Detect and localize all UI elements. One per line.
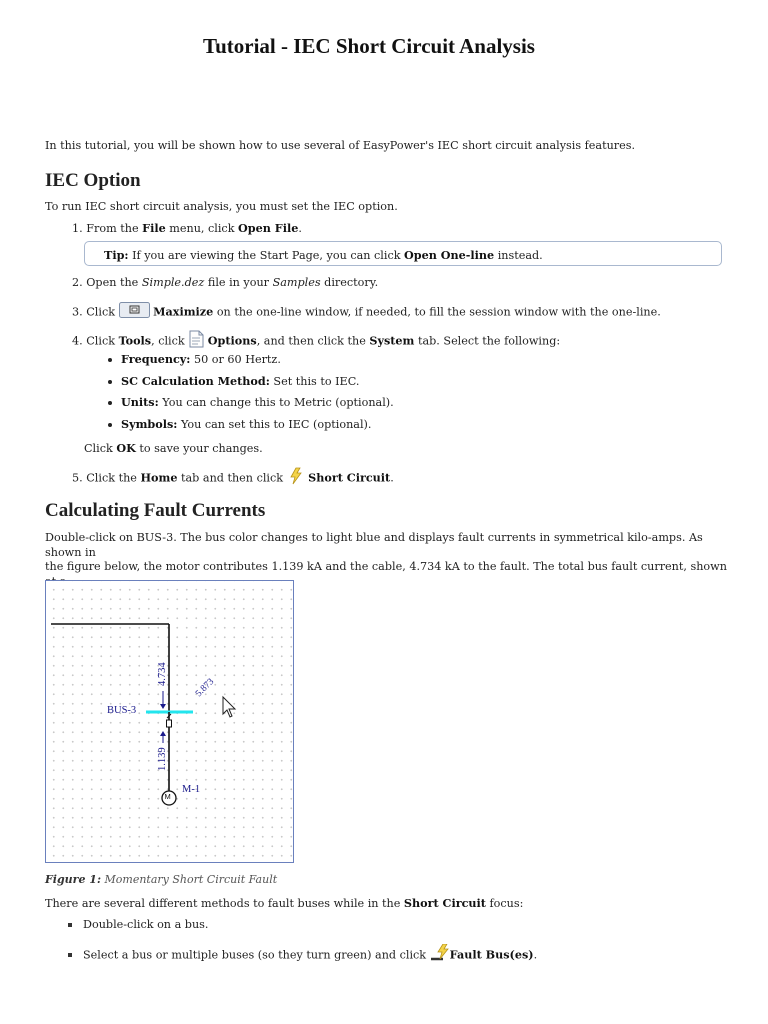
system-tab-label: System	[369, 333, 415, 348]
paragraph-line: Double-click on BUS-3. The bus color changes to light blue and displays fault currents in symmetrical kilo-amps. As shown in	[45, 531, 703, 559]
motor-current-arrow	[160, 731, 166, 736]
tip-body: instead.	[494, 249, 543, 262]
click-ok-text	[84, 441, 263, 457]
step-5	[72, 467, 394, 490]
setting-frequency	[108, 352, 281, 368]
open-one-line-label: Open One-line	[404, 248, 495, 262]
breaker-symbol	[167, 720, 172, 727]
bullet	[108, 380, 112, 384]
step-text: Click the	[86, 471, 141, 485]
bullet	[68, 923, 72, 927]
step-text: , and then click the	[256, 334, 370, 348]
figure-caption	[45, 873, 277, 886]
bullet	[108, 358, 112, 362]
caption-text: Momentary Short Circuit Fault	[101, 873, 278, 886]
short-circuit-icon	[287, 467, 305, 490]
motor-current-label: 1.139	[157, 747, 168, 771]
step-number: 2.	[72, 276, 83, 289]
step-text: From the	[86, 222, 143, 235]
step-number: 1.	[72, 222, 83, 235]
step-text: on the one-line window, if needed, to fill the session window with the one-line.	[213, 305, 661, 319]
methods-text: focus:	[485, 897, 524, 910]
caption-label: Figure 1:	[45, 873, 102, 886]
motor-label: M-1	[182, 784, 201, 795]
method-item-2	[68, 944, 537, 967]
step-number: 4.	[72, 334, 83, 348]
total-current-label: 5.873	[194, 676, 217, 700]
step-number: 5.	[72, 471, 83, 485]
step-text: directory.	[320, 276, 379, 289]
directory-name: Samples	[272, 276, 321, 289]
section-heading-iec-option: IEC Option	[45, 170, 141, 191]
step-text: Click	[86, 305, 119, 319]
setting-units	[108, 395, 394, 411]
step-2	[72, 276, 378, 291]
tip-text	[104, 248, 543, 264]
section-heading-fault-currents: Calculating Fault Currents	[45, 500, 266, 521]
step-text: Click	[84, 442, 117, 455]
setting-label: Units:	[121, 395, 159, 409]
maximize-label: Maximize	[153, 304, 214, 319]
setting-label: Symbols:	[121, 417, 178, 431]
step-1	[72, 221, 302, 237]
step-text: .	[390, 471, 394, 485]
step-number: 3.	[72, 305, 83, 319]
method-item-1	[68, 918, 208, 933]
step-text: Open the	[86, 276, 142, 289]
short-circuit-label: Short Circuit	[308, 470, 391, 485]
step-text: .	[298, 222, 302, 235]
fault-bus-label: Fault Bus(es)	[449, 947, 534, 962]
method-text: .	[533, 948, 538, 962]
setting-symbols	[108, 417, 371, 433]
home-tab-label: Home	[140, 470, 178, 485]
step-text: Click	[86, 334, 119, 348]
open-file-label: Open File	[238, 221, 299, 235]
tip-label: Tip:	[104, 248, 129, 262]
setting-value: You can change this to Metric (optional).	[158, 396, 394, 409]
step-text: menu, click	[165, 222, 239, 235]
methods-intro	[45, 896, 523, 912]
section-lead: To run IEC short circuit analysis, you must set the IEC option.	[45, 200, 398, 213]
bus-label: BUS-3	[107, 705, 137, 716]
tip-body: If you are viewing the Start Page, you can click	[128, 249, 405, 262]
setting-value: 50 or 60 Hertz.	[190, 353, 281, 366]
bullet	[108, 423, 112, 427]
step-text: to save your changes.	[135, 442, 263, 455]
motor-symbol-text: M	[164, 792, 171, 801]
bullet	[68, 953, 72, 957]
menu-file-label: File	[142, 221, 166, 235]
setting-sc-method	[108, 374, 359, 390]
method-text: Select a bus or multiple buses (so they turn green) and click	[83, 948, 430, 962]
setting-value: Set this to IEC.	[269, 375, 360, 388]
step-text: file in your	[204, 276, 273, 289]
bullet	[108, 401, 112, 405]
one-line-figure	[45, 580, 294, 863]
cursor-icon	[223, 697, 235, 717]
cable-current-label: 4.734	[157, 662, 168, 686]
method-text: Double-click on a bus.	[83, 918, 209, 931]
file-name: Simple.dez	[141, 276, 205, 289]
maximize-icon	[119, 302, 150, 323]
cable-current-arrow	[160, 704, 166, 709]
setting-value: You can set this to IEC (optional).	[177, 418, 372, 431]
setting-label: Frequency:	[121, 352, 191, 366]
step-text: tab. Select the following:	[414, 334, 561, 348]
methods-text: There are several different methods to fault buses while in the	[45, 897, 404, 910]
step-3	[72, 302, 661, 323]
options-label: Options	[207, 333, 257, 348]
short-circuit-focus-label: Short Circuit	[403, 896, 486, 910]
fault-bus-icon	[430, 944, 450, 967]
setting-label: SC Calculation Method:	[121, 374, 270, 388]
intro-paragraph: In this tutorial, you will be shown how to use several of EasyPower's IEC short circuit analysis features.	[45, 139, 636, 152]
options-icon	[188, 330, 204, 353]
tools-label: Tools	[118, 333, 152, 348]
step-4	[72, 330, 560, 353]
step-text: tab and then click	[177, 471, 287, 485]
ok-label: OK	[116, 441, 136, 455]
page-title: Tutorial - IEC Short Circuit Analysis	[203, 34, 535, 58]
step-text: , click	[151, 334, 189, 348]
paragraph-line: the figure below, the motor contributes 1.139 kA and the cable, 4.734 kA to the fault. The total bus fault current, shown	[45, 560, 727, 574]
